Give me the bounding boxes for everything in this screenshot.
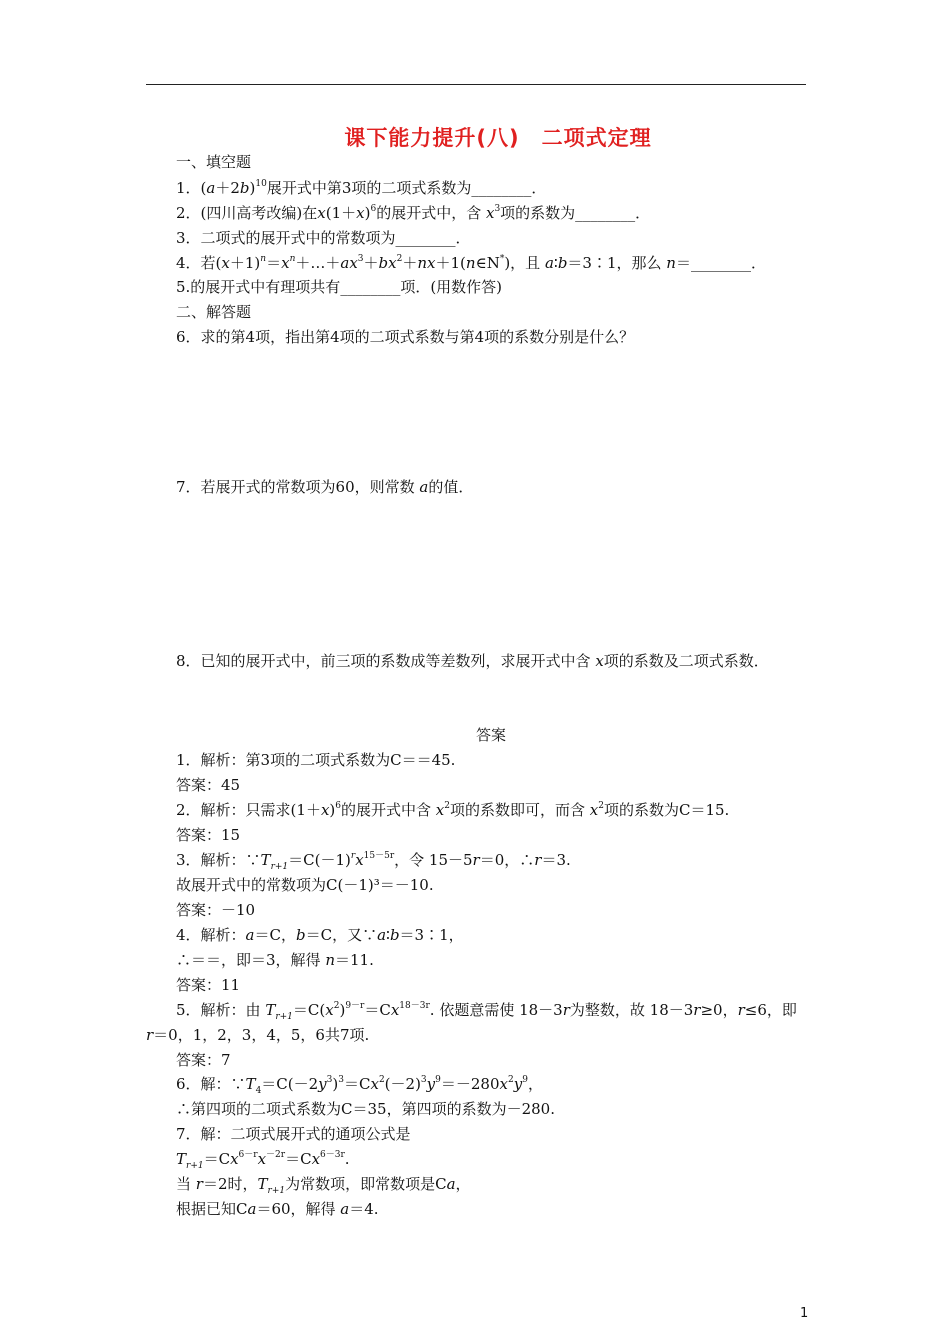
answer-4-solve: ∴＝＝，即＝3，解得 n＝11. — [176, 951, 374, 969]
answer-7-constant: 当 r＝2时，$T_{r+1}$为常数项，即常数项是Ca， — [176, 1175, 471, 1196]
question-1: 1．$(a+2b)^{10}$展开式中第3项的二项式系数为________． — [176, 179, 547, 197]
answers-heading: 答案 — [475, 726, 506, 744]
answer-1: 答案：45 — [176, 776, 241, 794]
question-3: 3．二项式的展开式中的常数项为________． — [176, 229, 471, 247]
answer-5-analysis: 5．解析：由 $T_{r+1}=C(x^2)^{9-r}=Cx^{18-3r}$. 依题意需使 18－3r为整数，故 18－3r≥0，r≤6，即 — [176, 1001, 797, 1022]
answer-7: 根据已知Ca＝60，解得 a＝4. — [176, 1200, 379, 1218]
answer-3-constant: 故展开式中的常数项为C(－1)³＝－10. — [176, 876, 434, 894]
answer-1-analysis: 1．解析：第3项的二项式系数为C＝＝45. — [176, 751, 456, 769]
section-solve: 二、解答题 — [176, 303, 252, 321]
question-4: 4．若$(x+1)^n=x^n+\dots+ax^3+bx^2+nx+1(n\in N^*)$，且 a∶b＝3∶1，那么 n＝________． — [176, 254, 766, 272]
question-7: 7．若展开式的常数项为60，则常数 a的值． — [176, 478, 474, 496]
answer-4-analysis: 4．解析：a＝C，b＝C，又∵a∶b＝3∶1， — [176, 926, 464, 944]
answer-2: 答案：15 — [176, 826, 241, 844]
answer-7-intro: 7．解：二项式展开式的通项公式是 — [176, 1125, 411, 1143]
answer-6-solution: 6．解：$\because T_4=C(-2y^3)^3=Cx^2(-2)^3y^9=-280x^2y^9$， — [176, 1075, 543, 1096]
question-6: 6．求的第4项，指出第4项的二项式系数与第4项的系数分别是什么？ — [176, 328, 635, 346]
answer-6: ∴第四项的二项式系数为C＝35，第四项的系数为－280. — [176, 1100, 555, 1118]
question-2: 2．(四川高考改编)在$x(1+x)^6$的展开式中，含 $x^3$项的系数为________． — [176, 204, 651, 222]
answer-3-analysis: 3．解析：$\because T_{r+1}=C(-1)^rx^{15-5r}$，令 15－5r＝0，∴r＝3. — [176, 851, 571, 872]
answer-7-formula: $T_{r+1}=Cx^{6-r}x^{-2r}=Cx^{6-3r}$. — [176, 1150, 350, 1171]
answer-5: 答案：7 — [176, 1051, 231, 1069]
header-rule — [146, 84, 806, 85]
answer-2-analysis: 2．解析：只需求$(1+x)^6$的展开式中含 $x^2$项的系数即可，而含 $x^2$项的系数为C＝15. — [176, 801, 730, 819]
answer-4: 答案：11 — [176, 976, 241, 994]
question-5: 5.的展开式中有理项共有________项．(用数作答) — [176, 278, 503, 296]
answer-3: 答案：－10 — [176, 901, 256, 919]
page-number: 1 — [800, 1306, 809, 1321]
answer-5-terms: r＝0，1，2，3，4，5，6共7项. — [146, 1026, 370, 1044]
page-title: 课下能力提升(八) 二项式定理 — [344, 126, 652, 150]
question-8: 8．已知的展开式中，前三项的系数成等差数列，求展开式中含 x项的系数及二项式系数． — [176, 652, 769, 670]
section-fill-in: 一、填空题 — [176, 153, 252, 171]
